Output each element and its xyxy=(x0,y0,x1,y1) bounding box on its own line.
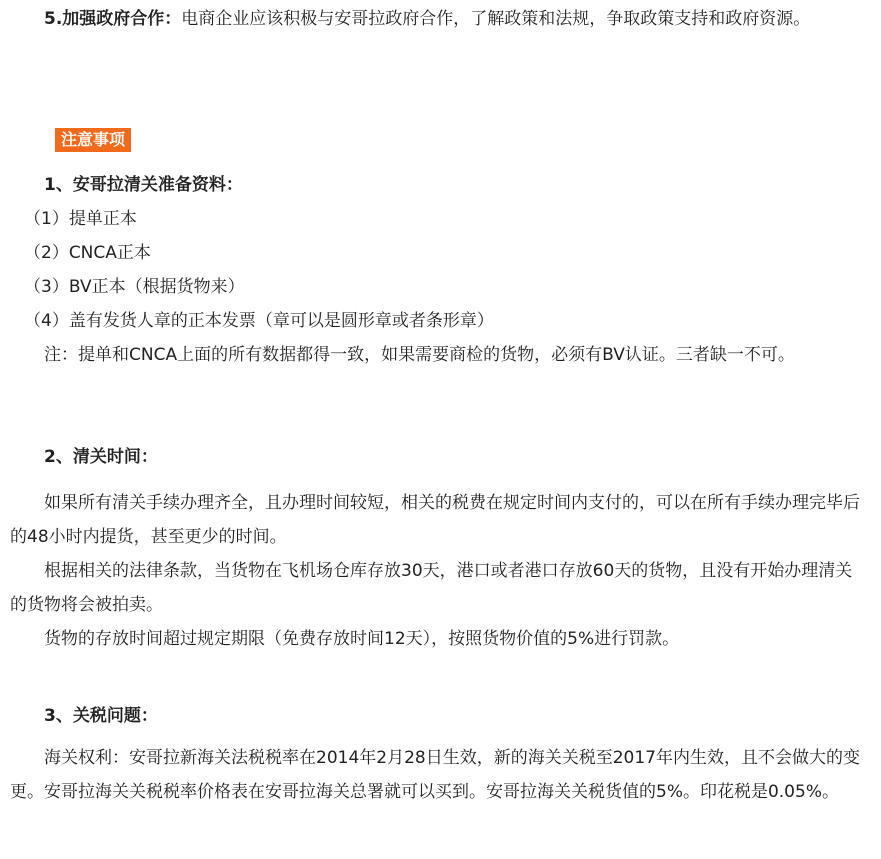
intro-block xyxy=(10,2,865,36)
section1-note: 注：提单和CNCA上面的所有数据都得一致，如果需要商检的货物，必须有BV认证。三者缺一不可。 xyxy=(44,345,795,365)
section2-paragraph: 根据相关的法律条款，当货物在飞机场仓库存放30天，港口或者港口存放60天的货物，且没有开始办理清关的货物将会被拍卖。 xyxy=(10,561,853,615)
notice-badge: 注意事项 xyxy=(55,128,131,152)
section2-paragraph: 货物的存放时间超过规定期限（免费存放时间12天），按照货物价值的5%进行罚款。 xyxy=(44,629,680,649)
intro-paragraph xyxy=(10,2,865,36)
section3-paragraph: 海关权利：安哥拉新海关法税税率在2014年2月28日生效，新的海关关税至2017年内生效，且不会做大的变更。安哥拉海关关税税率价格表在安哥拉海关总署就可以买到。安哥拉海关关税货值的5%。印花税是0.05%。 xyxy=(10,748,860,802)
section3-heading: 3、关税问题： xyxy=(44,706,158,726)
section3-block xyxy=(10,699,865,809)
section2-block xyxy=(10,440,865,656)
intro-text: 电商企业应该积极与安哥拉政府合作，了解政策和法规，争取政策支持和政府资源。 xyxy=(181,9,811,29)
section1-item: （3）BV正本（根据货物来） xyxy=(24,277,245,297)
section1-heading: 1、安哥拉清关准备资料： xyxy=(44,175,243,195)
section2-heading: 2、清关时间： xyxy=(44,447,158,467)
section1-item: （2）CNCA正本 xyxy=(24,243,151,263)
notice-badge-wrap xyxy=(55,128,131,152)
section1-item: （4）盖有发货人章的正本发票（章可以是圆形章或者条形章） xyxy=(24,311,494,331)
intro-heading: 5.加强政府合作： xyxy=(44,9,182,29)
section1-block xyxy=(10,168,865,372)
section2-paragraph: 如果所有清关手续办理齐全，且办理时间较短，相关的税费在规定时间内支付的，可以在所有手续办理完毕后的48小时内提货，甚至更少的时间。 xyxy=(10,493,860,547)
section1-item: （1）提单正本 xyxy=(24,209,137,229)
